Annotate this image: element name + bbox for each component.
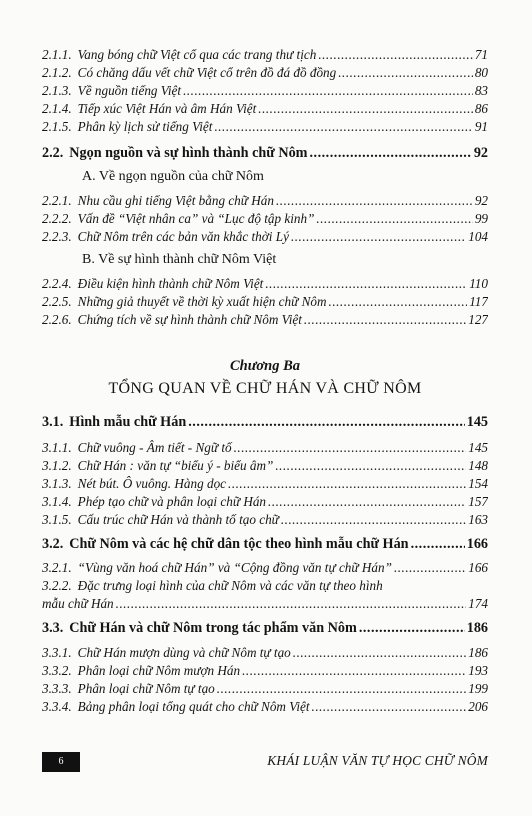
entry-title: Nhu cầu ghi tiếng Việt bằng chữ Hán xyxy=(77,193,274,208)
subheading-text: B. Về sự hình thành chữ Nôm Việt xyxy=(82,252,277,267)
entry-number: 2.2.4. xyxy=(42,276,72,291)
toc-entry[interactable] xyxy=(42,560,488,576)
entry-number: 3.1.3. xyxy=(42,476,72,491)
dot-leader xyxy=(275,458,466,474)
entry-page: 99 xyxy=(474,211,488,226)
dot-leader xyxy=(309,145,471,162)
entry-page: 186 xyxy=(468,645,488,660)
toc-entry[interactable] xyxy=(42,229,488,245)
section-title: Chữ Nôm và các hệ chữ dân tộc theo hình mẫu chữ Hán xyxy=(69,536,409,552)
dot-leader xyxy=(359,620,465,637)
section-title: Chữ Hán và chữ Nôm trong tác phẩm văn Nôm xyxy=(69,620,357,636)
entry-title: Điều kiện hình thành chữ Nôm Việt xyxy=(77,276,264,291)
entry-number: 3.1.4. xyxy=(42,494,72,509)
toc-section[interactable] xyxy=(42,145,488,163)
dot-leader xyxy=(214,119,472,135)
toc-entry[interactable] xyxy=(42,512,488,528)
entry-page: 148 xyxy=(468,458,488,473)
dot-leader xyxy=(228,476,466,492)
entry-page: 83 xyxy=(474,83,488,98)
toc-entry[interactable] xyxy=(42,47,488,63)
entry-title: Chữ Nôm trên các bản văn khắc thời Lý xyxy=(77,229,289,244)
toc-entry[interactable] xyxy=(42,119,488,135)
entry-page: 86 xyxy=(474,101,488,116)
toc-entry[interactable] xyxy=(42,312,488,328)
section-page: 92 xyxy=(473,145,488,161)
entry-page: 166 xyxy=(468,560,488,575)
entry-number: 2.1.1. xyxy=(42,47,72,62)
dot-leader xyxy=(338,65,473,81)
dot-leader xyxy=(293,645,466,661)
entry-page: 163 xyxy=(468,512,488,527)
entry-number: 3.3.2. xyxy=(42,663,72,678)
entry-number: 2.1.4. xyxy=(42,101,72,116)
entry-number: 3.1.5. xyxy=(42,512,72,527)
toc-section[interactable] xyxy=(42,620,488,638)
running-footer-title: KHÁI LUẬN VĂN TỰ HỌC CHỮ NÔM xyxy=(267,753,488,768)
toc-entry[interactable] xyxy=(42,65,488,81)
page-number-badge: 6 xyxy=(42,752,80,772)
entry-title: Phân loại chữ Nôm mượn Hán xyxy=(77,663,241,678)
entry-page: 154 xyxy=(468,476,488,491)
toc-entry[interactable] xyxy=(42,476,488,492)
dot-leader xyxy=(291,229,466,245)
toc-entry[interactable] xyxy=(42,101,488,117)
dot-leader xyxy=(312,699,467,715)
entry-page: 92 xyxy=(474,193,488,208)
entry-title: Vang bóng chữ Việt cổ qua các trang thư tịch xyxy=(77,47,317,62)
dot-leader xyxy=(217,681,466,697)
entry-number: 3.3.1. xyxy=(42,645,72,660)
dot-leader xyxy=(281,512,466,528)
entry-number: 2.2.3. xyxy=(42,229,72,244)
subheading-text: A. Về ngọn nguồn của chữ Nôm xyxy=(82,169,264,184)
entry-page: 91 xyxy=(474,119,488,134)
toc-entry[interactable] xyxy=(42,699,488,715)
entry-title: Chứng tích về sự hình thành chữ Nôm Việt xyxy=(77,312,302,327)
section-page: 145 xyxy=(466,414,488,430)
toc-section[interactable] xyxy=(42,536,488,554)
entry-title: Phân kỳ lịch sử tiếng Việt xyxy=(77,119,213,134)
entry-page: 206 xyxy=(468,699,488,714)
dot-leader xyxy=(242,663,466,679)
entry-page: 117 xyxy=(469,294,488,309)
entry-title: Bảng phân loại tổng quát cho chữ Nôm Việt xyxy=(77,699,310,714)
toc-entry[interactable] xyxy=(42,458,488,474)
entry-number: 3.1.1. xyxy=(42,440,72,455)
section-number: 2.2. xyxy=(42,145,64,161)
toc-entry-continuation[interactable] xyxy=(42,596,488,612)
entry-title: Tiếp xúc Việt Hán và âm Hán Việt xyxy=(77,101,257,116)
dot-leader xyxy=(116,596,467,612)
subheading xyxy=(82,169,488,185)
toc-section[interactable] xyxy=(42,414,488,432)
entry-title: Nét bút. Ô vuông. Hàng dọc xyxy=(77,476,227,491)
section-number: 3.3. xyxy=(42,620,64,636)
entry-number: 3.3.3. xyxy=(42,681,72,696)
entry-number: 2.1.2. xyxy=(42,65,72,80)
entry-title-continued: mẫu chữ Hán xyxy=(42,596,114,611)
section-title: Hình mẫu chữ Hán xyxy=(69,414,187,430)
section-number: 3.1. xyxy=(42,414,64,430)
toc-entry[interactable] xyxy=(42,83,488,99)
toc-entry[interactable] xyxy=(42,294,488,310)
entry-title: Chữ vuông - Âm tiết - Ngữ tố xyxy=(77,440,232,455)
entry-title: “Vùng văn hoá chữ Hán” và “Cộng đồng văn tự chữ Hán” xyxy=(77,560,392,575)
section-number: 3.2. xyxy=(42,536,64,552)
dot-leader xyxy=(394,560,466,576)
dot-leader xyxy=(329,294,468,310)
dot-leader xyxy=(188,414,465,431)
entry-title: Đặc trưng loại hình của chữ Nôm và các văn tự theo hình xyxy=(77,578,383,593)
dot-leader xyxy=(304,312,466,328)
entry-title: Cấu trúc chữ Hán và thành tố tạo chữ xyxy=(77,512,279,527)
entry-number: 2.2.5. xyxy=(42,294,72,309)
dot-leader xyxy=(183,83,473,99)
dot-leader xyxy=(265,276,467,292)
entry-number: 3.2.1. xyxy=(42,560,72,575)
dot-leader xyxy=(258,101,473,117)
entry-page: 193 xyxy=(468,663,488,678)
section-page: 166 xyxy=(466,536,488,552)
entry-page: 110 xyxy=(469,276,488,291)
entry-page: 174 xyxy=(468,596,488,611)
entry-title: Chữ Hán mượn dùng và chữ Nôm tự tạo xyxy=(77,645,291,660)
entry-page: 157 xyxy=(468,494,488,509)
dot-leader xyxy=(318,47,472,63)
dot-leader xyxy=(316,211,472,227)
toc-entry[interactable] xyxy=(42,276,488,292)
entry-page: 127 xyxy=(468,312,488,327)
entry-number: 2.2.6. xyxy=(42,312,72,327)
entry-number: 2.1.5. xyxy=(42,119,72,134)
dot-leader xyxy=(268,494,466,510)
dot-leader xyxy=(234,440,467,456)
chapter-label: Chương Ba xyxy=(229,358,301,374)
toc-entry[interactable] xyxy=(42,578,488,594)
entry-title: Về nguồn tiếng Việt xyxy=(77,83,182,98)
entry-number: 2.2.1. xyxy=(42,193,72,208)
entry-page: 80 xyxy=(474,65,488,80)
entry-title: Những giả thuyết về thời kỳ xuất hiện chữ Nôm xyxy=(77,294,327,309)
entry-page: 104 xyxy=(468,229,488,244)
entry-number: 3.3.4. xyxy=(42,699,72,714)
entry-title: Phép tạo chữ và phân loại chữ Hán xyxy=(77,494,267,509)
toc-entry[interactable] xyxy=(42,645,488,661)
dot-leader xyxy=(411,536,465,553)
entry-page: 199 xyxy=(468,681,488,696)
section-title: Ngọn nguồn và sự hình thành chữ Nôm xyxy=(69,145,308,161)
entry-number: 2.1.3. xyxy=(42,83,72,98)
toc-entry[interactable] xyxy=(42,193,488,209)
dot-leader xyxy=(276,193,473,209)
entry-title: Vấn đề “Việt nhân ca” và “Lục độ tập kinh” xyxy=(77,211,315,226)
toc-entry[interactable] xyxy=(42,681,488,697)
subheading xyxy=(82,252,488,268)
entry-title: Có chăng dấu vết chữ Việt cổ trên đồ đá đồ đồng xyxy=(77,65,337,80)
toc-entry[interactable] xyxy=(42,663,488,679)
entry-title: Phân loại chữ Nôm tự tạo xyxy=(77,681,215,696)
entry-number: 3.2.2. xyxy=(42,578,72,593)
entry-page: 71 xyxy=(474,47,488,62)
toc-entry[interactable] xyxy=(42,211,488,227)
section-page: 186 xyxy=(466,620,488,636)
toc-entry[interactable] xyxy=(42,494,488,510)
entry-page: 145 xyxy=(468,440,488,455)
toc-entry[interactable] xyxy=(42,440,488,456)
entry-title: Chữ Hán : văn tự “biểu ý - biểu âm” xyxy=(77,458,274,473)
entry-number: 2.2.2. xyxy=(42,211,72,226)
chapter-title: TỔNG QUAN VỀ CHỮ HÁN VÀ CHỮ NÔM xyxy=(108,380,422,397)
entry-number: 3.1.2. xyxy=(42,458,72,473)
